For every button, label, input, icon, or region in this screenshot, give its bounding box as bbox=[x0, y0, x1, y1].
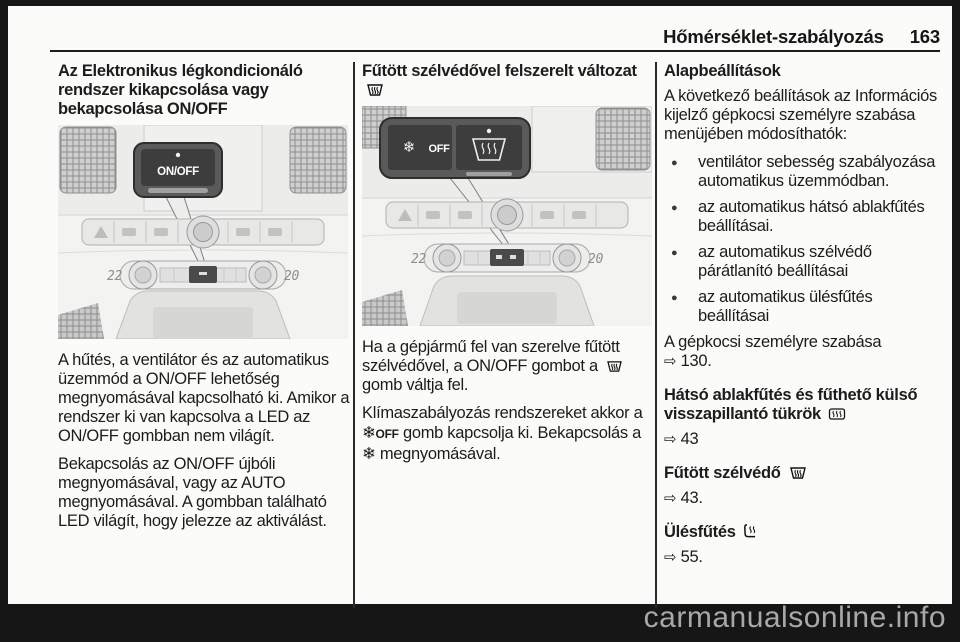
list-item: ● ventilátor sebesség szabályozása automatikus üzemmódban. bbox=[664, 153, 945, 191]
page-reference-icon: ⇨ bbox=[664, 352, 677, 370]
section-heading-basic-settings: Alapbeállítások bbox=[664, 62, 781, 80]
climate-control-panel bbox=[411, 244, 604, 272]
list-item: ● az automatikus hátsó ablakfűtés beállításai. bbox=[664, 198, 945, 236]
settings-list bbox=[664, 153, 945, 326]
dashboard-button-strip bbox=[82, 216, 324, 248]
heated-windscreen-icon bbox=[365, 83, 385, 97]
rear-window-heating-icon bbox=[828, 407, 846, 421]
right-vent-grille-icon bbox=[290, 127, 346, 193]
paragraph-activation: Bekapcsolás az ON/OFF újbóli megnyomásával, vagy az AUTO megnyomásával. A gombban található LED világít, hogy jelezze az aktiválást. bbox=[58, 455, 327, 530]
page-number: 163 bbox=[909, 26, 940, 47]
heated-windscreen-icon bbox=[788, 466, 808, 480]
column-onoff bbox=[58, 62, 350, 540]
left-vent-grille-icon bbox=[60, 127, 116, 193]
onoff-button-callout bbox=[134, 143, 222, 197]
acoff-windscreen-callout bbox=[380, 118, 530, 178]
dashboard-button-strip bbox=[386, 199, 628, 231]
section-heading-rear-window-heating: Hátsó ablakfűtés és fűthető külső visszapillantó tükrök bbox=[664, 386, 918, 423]
section-heading-heated-windscreen: Fűtött szélvédő bbox=[664, 464, 945, 483]
ac-snowflake-icon: ❄ bbox=[402, 138, 416, 156]
led-indicator-icon bbox=[487, 129, 491, 133]
section-heading-onoff: Az Elektronikus légkondicionáló rendszer kikapcsolása vagy bekapcsolása ON/OFF bbox=[58, 62, 303, 118]
temp-display-left: 22 bbox=[106, 269, 122, 284]
watermark: carmanualsonline.info bbox=[643, 601, 946, 634]
heated-windscreen-reference: ⇨ 43. bbox=[664, 489, 703, 507]
temp-display-left: 22 bbox=[410, 252, 426, 267]
page-header bbox=[663, 26, 940, 48]
list-item: ● az automatikus ülésfűtés beállításai bbox=[664, 288, 945, 326]
section-heading-seat-heating: Ülésfűtés bbox=[664, 523, 945, 542]
snowflake-off-icon: ❄OFF bbox=[362, 423, 399, 442]
dashboard-figure-acoff-windscreen bbox=[362, 106, 653, 326]
paragraph-settings-intro: A következő beállítások az Információs kijelző gépkocsi személyre szabása menüjében módosíthatók: bbox=[664, 87, 937, 143]
rear-window-reference: ⇨ 43 bbox=[664, 430, 699, 448]
manual-page bbox=[8, 6, 952, 604]
column-divider-1 bbox=[353, 62, 355, 608]
list-item: ● az automatikus szélvédő párátlanító beállításai bbox=[664, 243, 945, 281]
page-reference-icon: ⇨ bbox=[664, 430, 677, 448]
ac-off-button-label: OFF bbox=[428, 143, 450, 155]
right-vent-grille-icon bbox=[596, 108, 650, 170]
header-rule bbox=[50, 50, 940, 52]
page-reference-icon: ⇨ bbox=[664, 489, 677, 507]
paragraph-deactivation: A hűtés, a ventilátor és az automatikus üzemmód a ON/OFF lehetőség megnyomásával kapcsolható ki. Amikor a rendszer ki van kapcsolva a LED az ON/OFF gombban nem világít. bbox=[58, 351, 350, 445]
snowflake-icon: ❄ bbox=[362, 444, 376, 463]
personalization-reference: A gépkocsi személyre szabása ⇨ 130. bbox=[664, 333, 882, 370]
page-title: Hőmérséklet-szabályozás bbox=[663, 26, 884, 47]
paragraph-replacement: Ha a gépjármű fel van szerelve fűtött szélvédővel, a ON/OFF gombot a gomb váltja fel. bbox=[362, 338, 653, 395]
temp-display-right: 20 bbox=[588, 252, 604, 267]
section-heading-heated-windscreen-variant: Fűtött szélvédővel felszerelt változat bbox=[362, 62, 653, 100]
page-reference-icon: ⇨ bbox=[664, 548, 677, 566]
climate-control-panel bbox=[107, 261, 300, 289]
temp-display-right: 20 bbox=[284, 269, 300, 284]
column-basic-settings bbox=[664, 62, 945, 582]
dashboard-figure-onoff bbox=[58, 125, 350, 339]
onoff-button-label: ON/OFF bbox=[157, 166, 199, 178]
column-divider-2 bbox=[655, 62, 657, 608]
heated-windscreen-icon bbox=[605, 360, 624, 373]
column-heated-windscreen-variant bbox=[362, 62, 653, 473]
seat-heating-icon bbox=[743, 523, 758, 539]
led-indicator-icon bbox=[176, 153, 180, 157]
paragraph-deactivation-variant: Klímaszabályozás rendszereket akkor a ❄OFF gomb kapcsolja ki. Bekapcsolás a ❄ megnyomásával. bbox=[362, 404, 643, 463]
seat-heating-reference: ⇨ 55. bbox=[664, 548, 703, 566]
